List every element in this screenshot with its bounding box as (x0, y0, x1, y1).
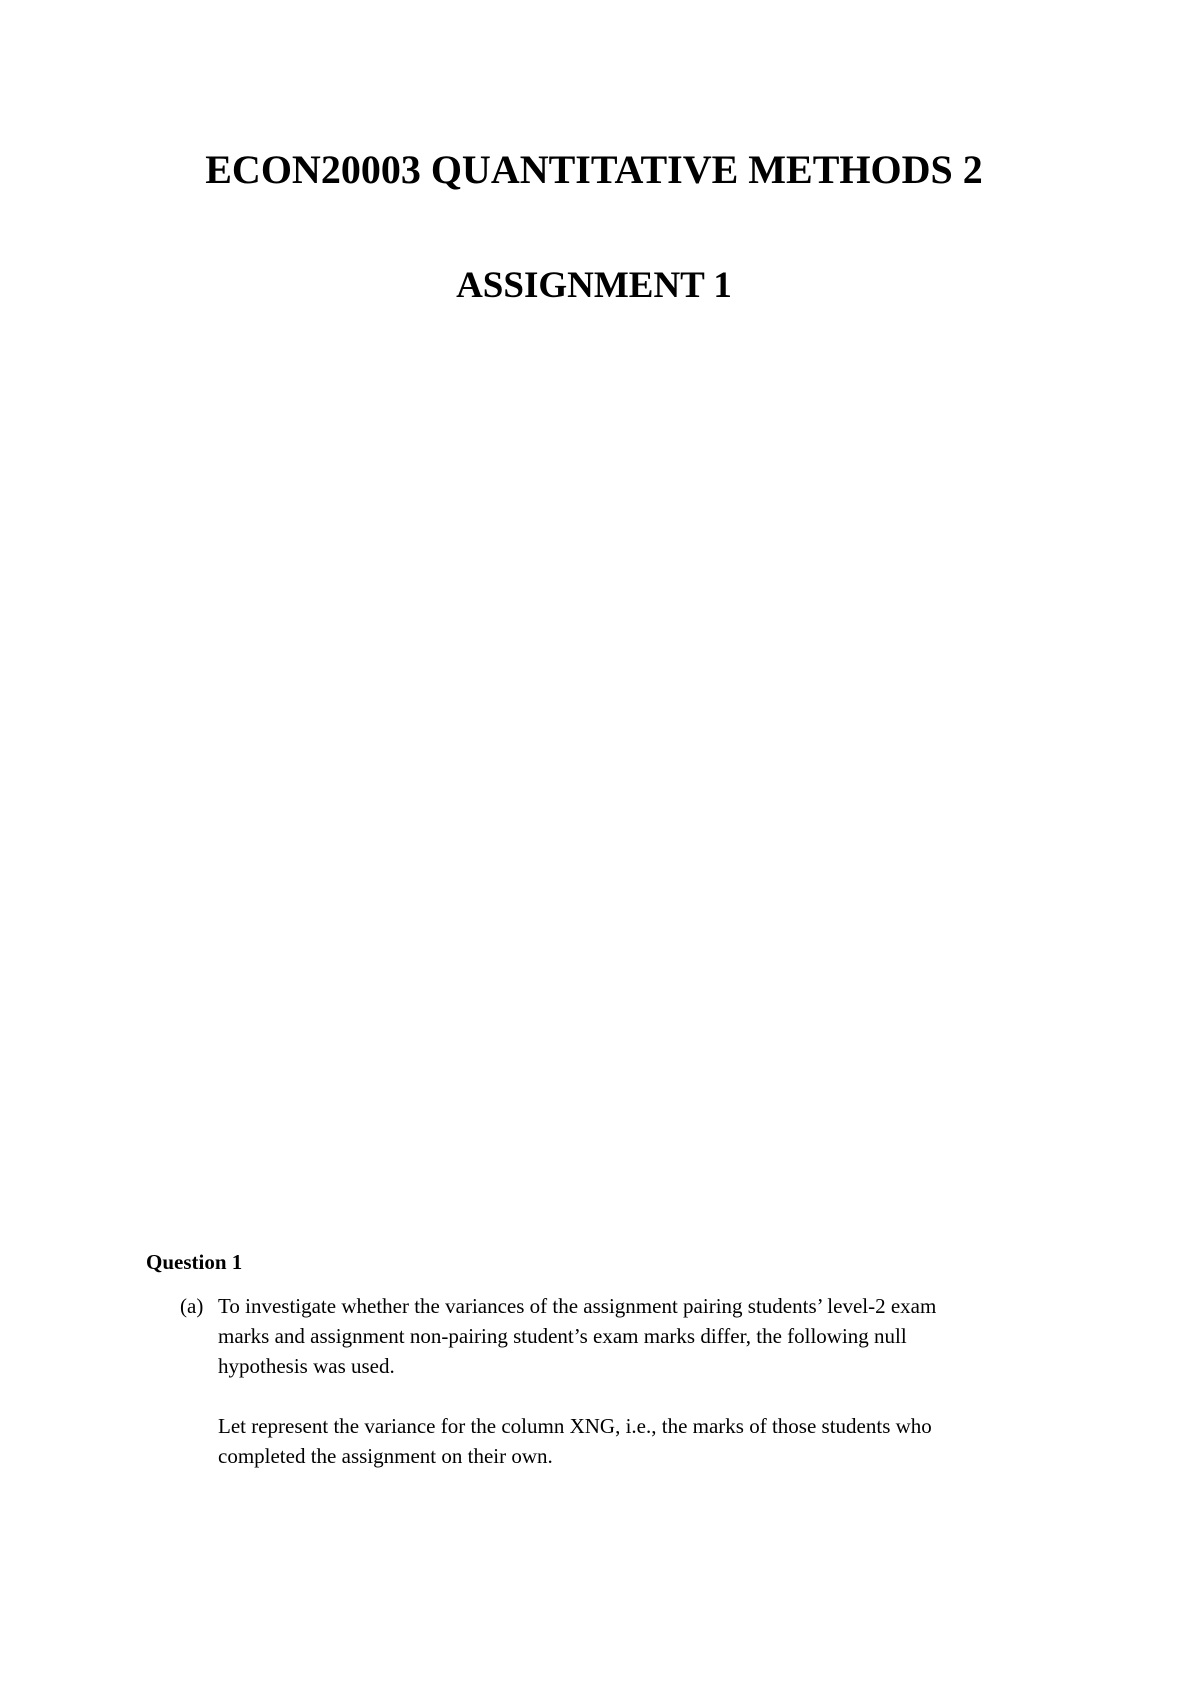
paragraph-line: To investigate whether the variances of the assignment pairing students’ level-2 exam (218, 1294, 937, 1318)
part-a-label: (a) (180, 1294, 204, 1318)
question-1-heading: Question 1 (146, 1250, 243, 1274)
course-title: ECON20003 QUANTITATIVE METHODS 2 (205, 147, 983, 192)
paragraph-line: completed the assignment on their own. (218, 1444, 553, 1468)
assignment-title: ASSIGNMENT 1 (456, 265, 732, 306)
part-a-paragraph-1 (218, 1291, 1078, 1381)
paragraph-line: hypothesis was used. (218, 1354, 395, 1378)
part-a-paragraph-2 (218, 1411, 1078, 1471)
paragraph-line: marks and assignment non-pairing student’s exam marks differ, the following null (218, 1324, 907, 1348)
paragraph-line: Let represent the variance for the column XNG, i.e., the marks of those students who (218, 1414, 932, 1438)
